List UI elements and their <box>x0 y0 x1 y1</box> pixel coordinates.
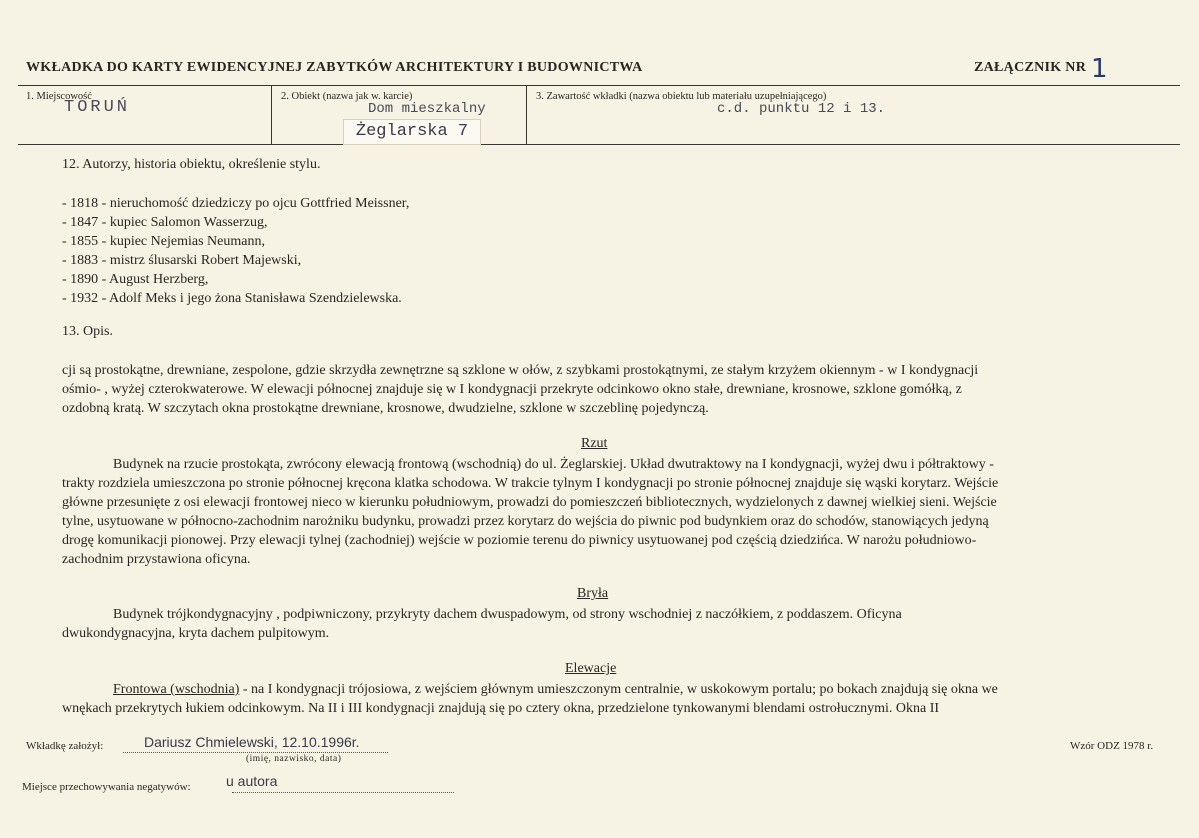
author-label: Wkładkę założył: <box>26 740 104 752</box>
history-entry: - 1932 - Adolf Meks i jego żona Stanisława Szendzielewska. <box>62 291 402 306</box>
address-stamp: Żeglarska 7 <box>343 119 481 145</box>
history-entry: - 1818 - nieruchomość dziedziczy po ojcu Gottfried Meissner, <box>62 196 410 211</box>
author-dotline <box>123 752 388 753</box>
storage-value: u autora <box>226 773 278 789</box>
rzut-line: Budynek na rzucie prostokąta, zwrócony elewacją frontową (wschodnią) do ul. Żeglarskiej. Układ dwutraktowy na I kondygnacji, wyżej dwu i półtraktowy - <box>113 457 994 472</box>
rzut-line: trakty rozdziela umieszczona po stronie północnej kręcona klatka schodowa. W trakcie tylnym I kondygnacji po stronie północnej znajduje się wąski korytarz. Wejście <box>62 476 999 491</box>
elewacje-line <box>113 680 998 699</box>
description-line: ozdobną kratą. W szczytach okna prostokątne drewniane, krosnowe, dwudzielne, szklone w szczeblinę pojedynczą. <box>62 401 709 416</box>
rzut-line: tylne, usytuowane w północno-zachodnim narożniku budynku, prowadzi przez korytarz do wejścia do piwnic pod budynkiem oraz do schodów, stanowiących jedyną <box>62 514 989 529</box>
rzut-line: główne przesunięte z osi elewacji frontowej nieco w kierunku południowym, prowadzi do pomieszczeń bibliotecznych, wydzielonych z dawnej wielkiej sieni. Wejście <box>62 495 997 510</box>
bryla-line: Budynek trójkondygnacyjny , podpiwniczony, przykryty dachem dwuspadowym, od strony wschodniej z naczółkiem, z poddaszem. Oficyna <box>113 607 902 622</box>
history-entry: - 1883 - mistrz ślusarski Robert Majewski, <box>62 253 302 268</box>
section-13-title: 13. Opis. <box>62 324 113 339</box>
fields-bottom-rule <box>18 144 1180 145</box>
rzut-heading: Rzut <box>581 436 608 451</box>
description-line: ośmio- , wyżej czterokwaterowe. W elewacji północnej znajduje się w I kondygnacji przekryte odcinkowo okno stałe, drewniane, krosnowe, szklone gomółką, z <box>62 382 962 397</box>
form-title: WKŁADKA DO KARTY EWIDENCYJNEJ ZABYTKÓW ARCHITEKTURY I BUDOWNICTWA <box>26 60 643 75</box>
elewacje-line: wnękach przekrytych łukiem odcinkowym. Na II i III kondygnacji znajdują się po cztery okna, przedzielone tynkowanymi blendami ostrołucznymi. Okna II <box>62 701 940 716</box>
elewacje-lead: Frontowa (wschodnia) <box>113 682 240 697</box>
field-divider-1 <box>271 85 272 144</box>
history-entry: - 1890 - August Herzberg, <box>62 272 209 287</box>
section-12-title: 12. Autorzy, historia obiektu, określenie stylu. <box>62 157 321 172</box>
bryla-heading: Bryła <box>577 586 609 601</box>
object-label: 2. Obiekt (nazwa jak w. karcie) <box>281 91 413 102</box>
form-pattern-label: Wzór ODZ 1978 r. <box>1070 740 1154 752</box>
object-value: Dom mieszkalny <box>368 101 486 117</box>
author-caption: (imię, nazwisko, data) <box>246 754 342 764</box>
rzut-line: zachodnim przystawiona oficyna. <box>62 552 251 567</box>
header-rule <box>18 85 1180 86</box>
storage-label: Miejsce przechowywania negatywów: <box>22 781 191 793</box>
field-divider-2 <box>526 85 527 144</box>
history-entry: - 1847 - kupiec Salomon Wasserzug, <box>62 215 268 230</box>
attachment-number: 1 <box>1091 54 1108 84</box>
attachment-label: ZAŁĄCZNIK NR <box>974 60 1087 75</box>
author-value: Dariusz Chmielewski, 12.10.1996r. <box>144 734 360 750</box>
rzut-line: drogę komunikacji pionowej. Przy elewacji tylnej (zachodniej) wejście w poziomie terenu do piwnicy usytuowanej pod częścią dziedzińca. W narożu południowo- <box>62 533 977 548</box>
contents-label: 3. Zawartość wkładki (nazwa obiektu lub materiału uzupełniającego) <box>536 91 827 102</box>
contents-value: c.d. punktu 12 i 13. <box>717 101 886 117</box>
location-value: TORUŃ <box>64 98 131 117</box>
storage-dotline <box>232 792 454 793</box>
bryla-line: dwukondygnacyjna, kryta dachem pulpitowym. <box>62 626 330 641</box>
location-label: 1. Miejscowość <box>26 91 92 102</box>
history-entry: - 1855 - kupiec Nejemias Neumann, <box>62 234 265 249</box>
elewacje-line-rest: - na I kondygnacji trójosiowa, z wejściem głównym umieszczonym centralnie, w uskokowym portalu; po bokach znajdują się okna we <box>239 682 998 697</box>
elewacje-heading: Elewacje <box>565 661 617 676</box>
description-line: cji są prostokątne, drewniane, zespolone, gdzie skrzydła zewnętrzne są szklone w ołów, z szybkami prostokątnymi, ze stałym krzyżem okiennym - w I kondygnacji <box>62 363 979 378</box>
